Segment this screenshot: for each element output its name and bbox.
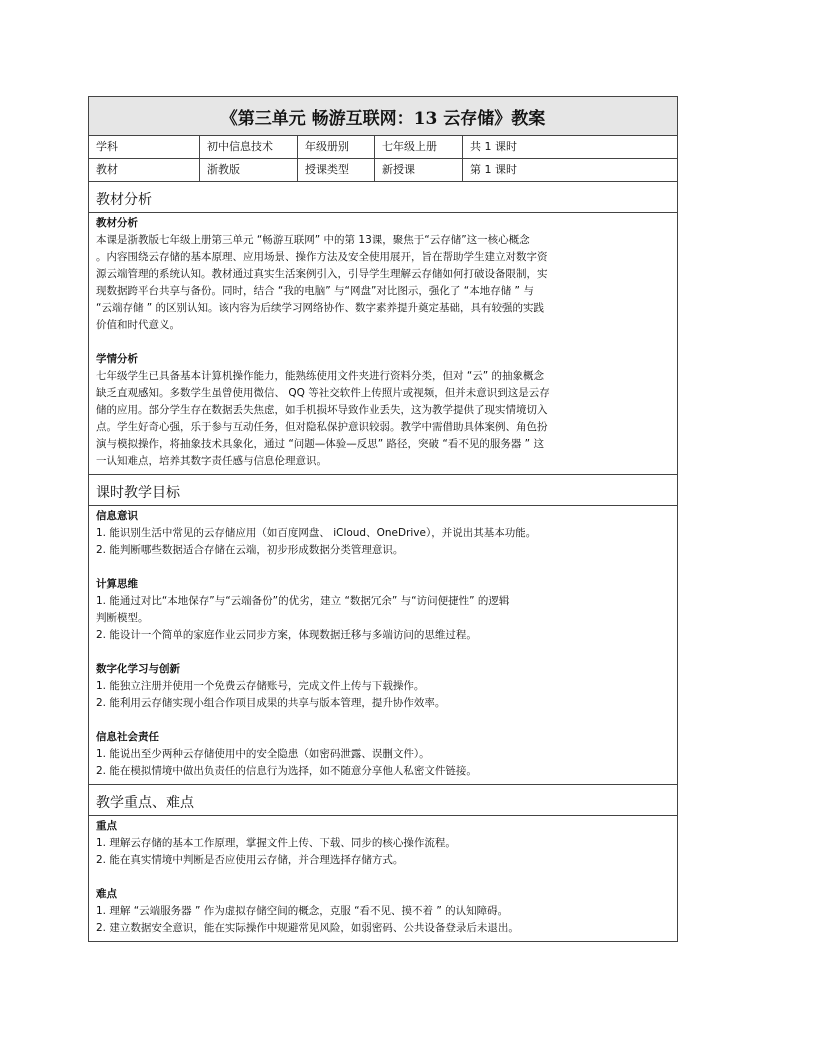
objective-item: 2. 能设计一个简单的家庭作业云同步方案，体现数据迁移与多端访问的思维过程。 (96, 629, 477, 641)
subject-label: 学科 (89, 136, 200, 158)
difficulty-group-label: 难点 (96, 888, 117, 900)
analysis-section (89, 182, 677, 475)
text-line: 储的应用。部分学生存在数据丢失焦虑，如手机损坏导致作业丢失，这为教学提供了现实情境切入 (96, 404, 548, 416)
keypoints-body (89, 816, 677, 941)
analysis-body (89, 213, 677, 474)
keypoint-group-label: 重点 (96, 820, 117, 832)
objective-group-label: 计算思维 (96, 578, 138, 590)
objectives-section (89, 475, 677, 785)
text-line: “云端存储 ” 的区别认知。该内容为后续学习网络协作、数字素养提升奠定基础，具有较强的实践 (96, 302, 545, 314)
total-periods: 共 1 课时 (470, 140, 517, 153)
keypoint-item: 2. 能在真实情境中判断是否应使用云存储，并合理选择存储方式。 (96, 854, 404, 866)
keypoints-heading: 教学重点、难点 (89, 785, 677, 816)
objective-item: 1. 能说出至少两种云存储使用中的安全隐患（如密码泄露、误删文件）。 (96, 748, 430, 760)
objective-item: 2. 能利用云存储实现小组合作项目成果的共享与版本管理，提升协作效率。 (96, 697, 446, 709)
objective-item: 判断模型。 (96, 612, 149, 624)
text-line: 现数据跨平台共享与备份。同时，结合 “我的电脑” 与“网盘”对比图示，强化了 “本地存储 ” 与 (96, 285, 534, 297)
text-line: 源云端管理的系统认知。教材通过真实生活案例引入，引导学生理解云存储如何打破设备限制，实 (96, 268, 548, 280)
textbook-analysis-text (96, 232, 670, 334)
difficulty-item: 2. 建立数据安全意识，能在实际操作中规避常见风险，如弱密码、公共设备登录后未退出。 (96, 922, 519, 934)
grade-label: 年级册别 (298, 136, 375, 158)
text-line: 。内容围绕云存储的基本原理、应用场景、操作方法及安全使用展开，旨在帮助学生建立对数字资 (96, 251, 548, 263)
document-title: 《第三单元 畅游互联网：13 云存储》教案 (89, 97, 677, 136)
keypoint-item: 1. 理解云存储的基本工作原理，掌握文件上传、下载、同步的核心操作流程。 (96, 837, 456, 849)
keypoints-section (89, 785, 677, 941)
analysis-heading: 教材分析 (89, 182, 677, 213)
objective-group-label: 信息意识 (96, 510, 138, 522)
text-line: 缺乏直观感知。多数学生虽曾使用微信、 QQ 等社交软件上传照片或视频，但并未意识到这是云存 (96, 387, 550, 399)
lesson-plan-table (88, 96, 678, 942)
textbook-value: 浙教版 (200, 159, 298, 181)
objective-item: 1. 能识别生活中常见的云存储应用（如百度网盘、 iCloud、OneDrive），并说出其基本功能。 (96, 527, 537, 539)
text-line: 价值和时代意义。 (96, 319, 180, 331)
textbook-label: 教材 (89, 159, 200, 181)
objective-item: 2. 能判断哪些数据适合存储在云端，初步形成数据分类管理意识。 (96, 544, 404, 556)
current-period: 第 1 课时 (470, 163, 517, 176)
subject-value: 初中信息技术 (200, 136, 298, 158)
objective-item: 1. 能通过对比“本地保存”与“云端备份”的优劣，建立 “数据冗余” 与“访问便捷性” 的逻辑 (96, 595, 510, 607)
difficulty-item: 1. 理解 “云端服务器 ” 作为虚拟存储空间的概念，克服 “看不见、摸不着 ” 的认知障碍。 (96, 905, 509, 917)
lesson-type-value: 新授课 (375, 159, 463, 181)
learner-analysis-label: 学情分析 (96, 353, 138, 365)
text-line: 点。学生好奇心强，乐于参与互动任务，但对隐私保护意识较弱。教学中需借助具体案例、角色扮 (96, 421, 548, 433)
text-line: 一认知难点，培养其数字责任感与信息伦理意识。 (96, 455, 327, 467)
objectives-heading: 课时教学目标 (89, 475, 677, 506)
grade-value: 七年级上册 (375, 136, 463, 158)
objective-group-label: 信息社会责任 (96, 731, 159, 743)
text-line: 本课是浙教版七年级上册第三单元 “畅游互联网” 中的第 13课，聚焦于“云存储”这一核心概念 (96, 234, 530, 246)
objective-group-label: 数字化学习与创新 (96, 663, 180, 675)
text-line: 七年级学生已具备基本计算机操作能力，能熟练使用文件夹进行资料分类，但对 “云” 的抽象概念 (96, 370, 545, 382)
lesson-type-label: 授课类型 (298, 159, 375, 181)
text-line: 演与模拟操作，将抽象技术具象化，通过 “问题—体验—反思” 路径，突破 “看不见的服务器 ” 这 (96, 438, 544, 450)
objective-item: 2. 能在模拟情境中做出负责任的信息行为选择，如不随意分享他人私密文件链接。 (96, 765, 477, 777)
textbook-analysis-label: 教材分析 (96, 217, 138, 229)
meta-row-2 (89, 159, 677, 182)
objectives-body (89, 506, 677, 784)
learner-analysis-text (96, 368, 670, 470)
meta-row-1 (89, 136, 677, 159)
objective-item: 1. 能独立注册并使用一个免费云存储账号，完成文件上传与下载操作。 (96, 680, 425, 692)
